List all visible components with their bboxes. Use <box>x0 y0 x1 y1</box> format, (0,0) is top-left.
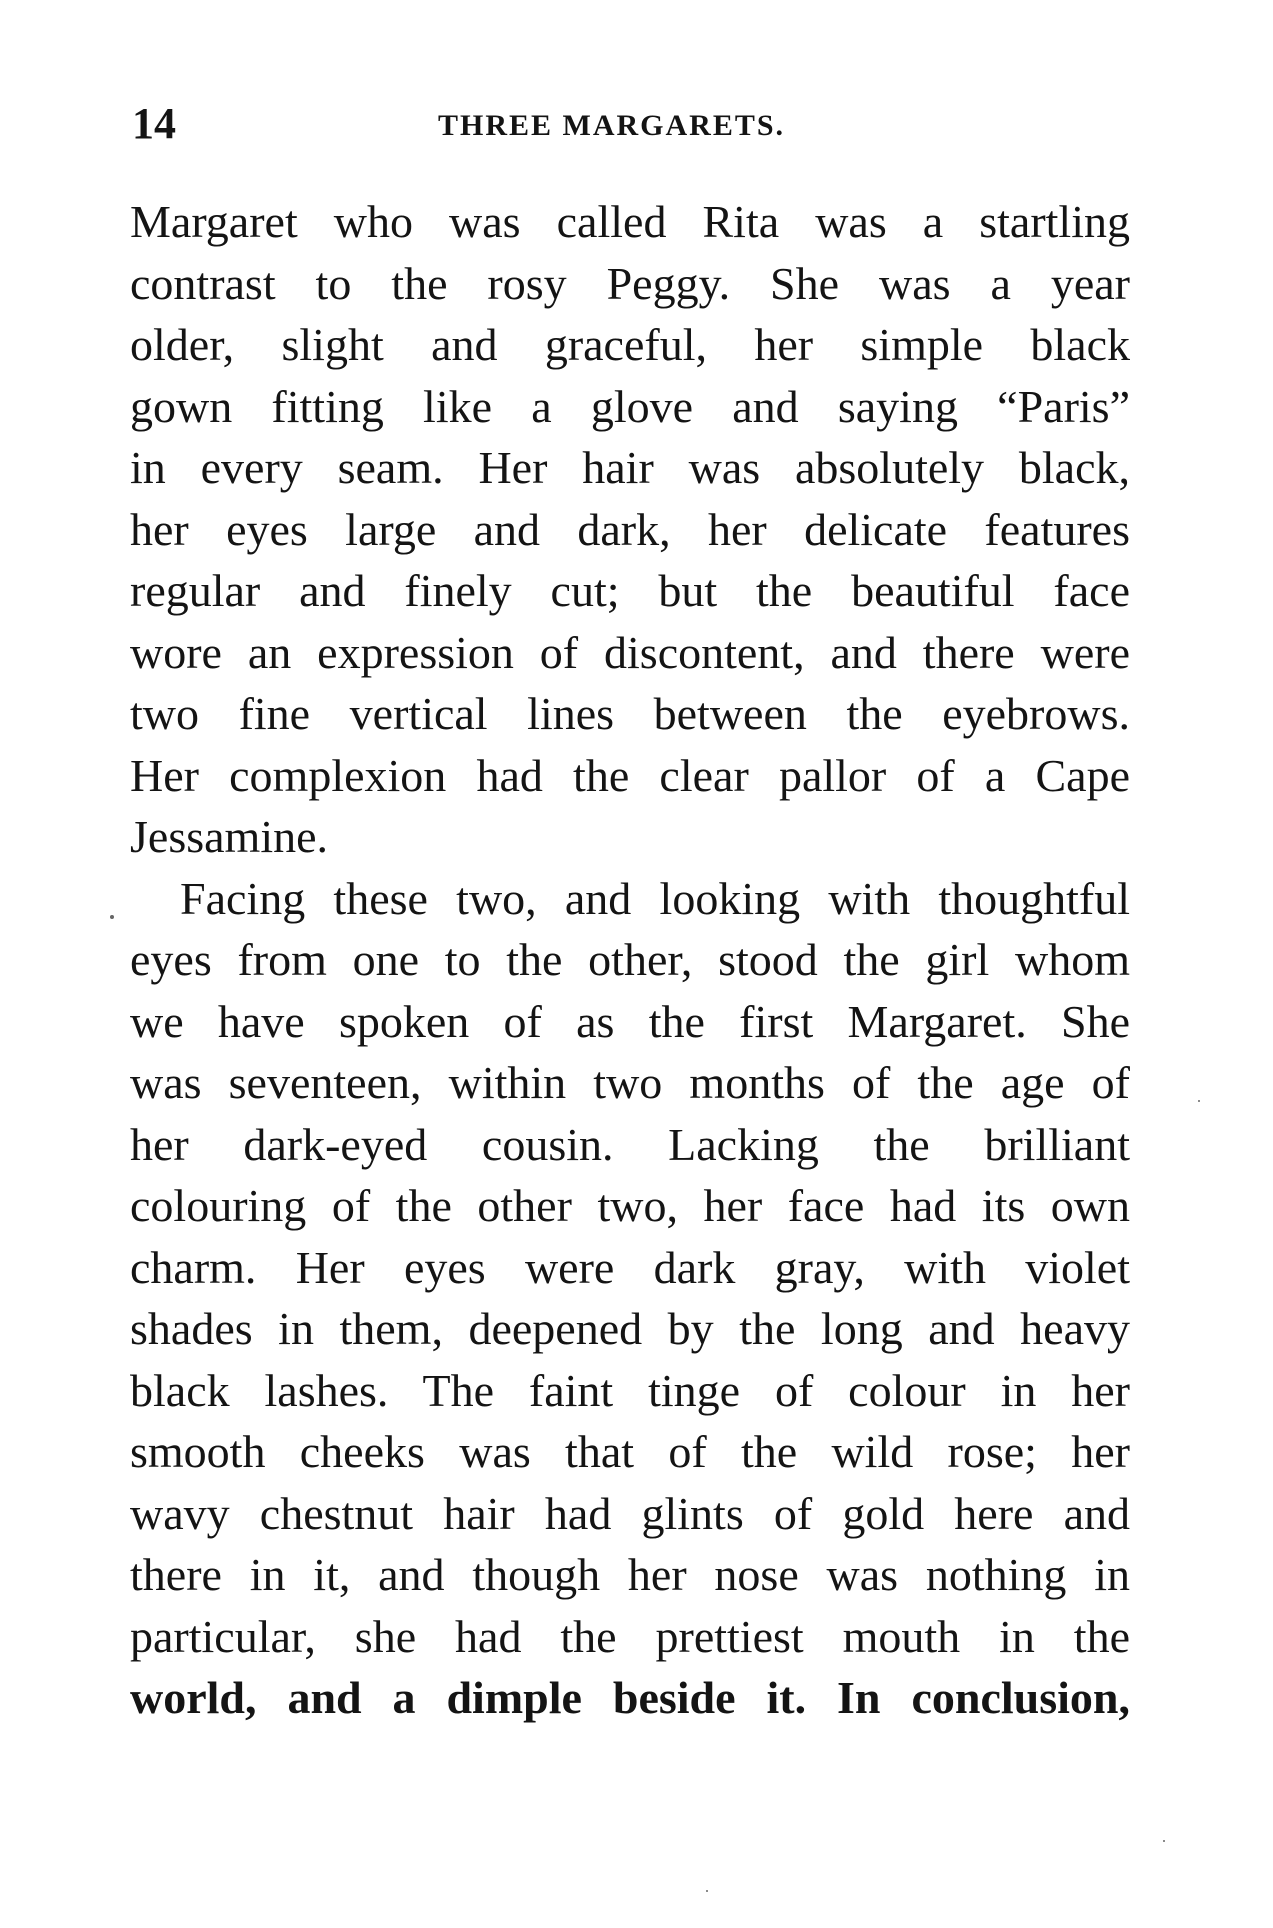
text-line: contrast to the rosy Peggy. She was a year <box>130 257 1130 309</box>
text-line: wavy chestnut hair had glints of gold here and <box>130 1487 1130 1539</box>
text-line: we have spoken of as the first Margaret. She <box>130 995 1130 1047</box>
text-line: her eyes large and dark, her delicate features <box>130 503 1130 555</box>
paper-speck <box>1198 1100 1200 1102</box>
paragraph-1 <box>130 191 1130 868</box>
paper-speck <box>110 915 114 919</box>
text-line: shades in them, deepened by the long and heavy <box>130 1303 1130 1354</box>
text-line: her dark-eyed cousin. Lacking the brilliant <box>130 1118 1130 1170</box>
text-line: Facing these two, and looking with thoughtful <box>180 872 1130 924</box>
text-line: black lashes. The faint tinge of colour in her <box>130 1364 1130 1416</box>
text-line: regular and finely cut; but the beautiful face <box>130 565 1130 616</box>
text-line: in every seam. Her hair was absolutely black, <box>130 442 1130 493</box>
text-line: world, and a dimple beside it. In conclusion, <box>130 1672 1130 1723</box>
text-line: older, slight and graceful, her simple black <box>130 319 1130 370</box>
text-line: two fine vertical lines between the eyebrows. <box>130 688 1130 739</box>
text-line: there in it, and though her nose was nothing in <box>130 1549 1130 1600</box>
text-line: was seventeen, within two months of the age of <box>130 1057 1130 1108</box>
paragraph-2 <box>130 868 1130 1729</box>
text-line: eyes from one to the other, stood the girl whom <box>130 934 1130 985</box>
page-number: 14 <box>132 99 176 148</box>
text-line: smooth cheeks was that of the wild rose; her <box>130 1426 1130 1477</box>
text-line: Jessamine. <box>130 811 329 862</box>
running-head <box>132 96 1132 156</box>
text-line: Margaret who was called Rita was a startling <box>130 196 1130 247</box>
running-title: THREE MARGARETS. <box>438 109 786 142</box>
text-line: colouring of the other two, her face had its own <box>130 1180 1130 1231</box>
text-line: Her complexion had the clear pallor of a Cape <box>130 749 1130 801</box>
text-line: charm. Her eyes were dark gray, with violet <box>130 1241 1130 1293</box>
body-text <box>130 191 1130 1729</box>
text-line: wore an expression of discontent, and there were <box>130 626 1130 678</box>
paper-speck <box>706 1890 708 1892</box>
paper-speck <box>1163 1840 1165 1842</box>
text-line: gown fitting like a glove and saying “Paris” <box>130 380 1130 432</box>
text-line: particular, she had the prettiest mouth in the <box>130 1610 1130 1662</box>
